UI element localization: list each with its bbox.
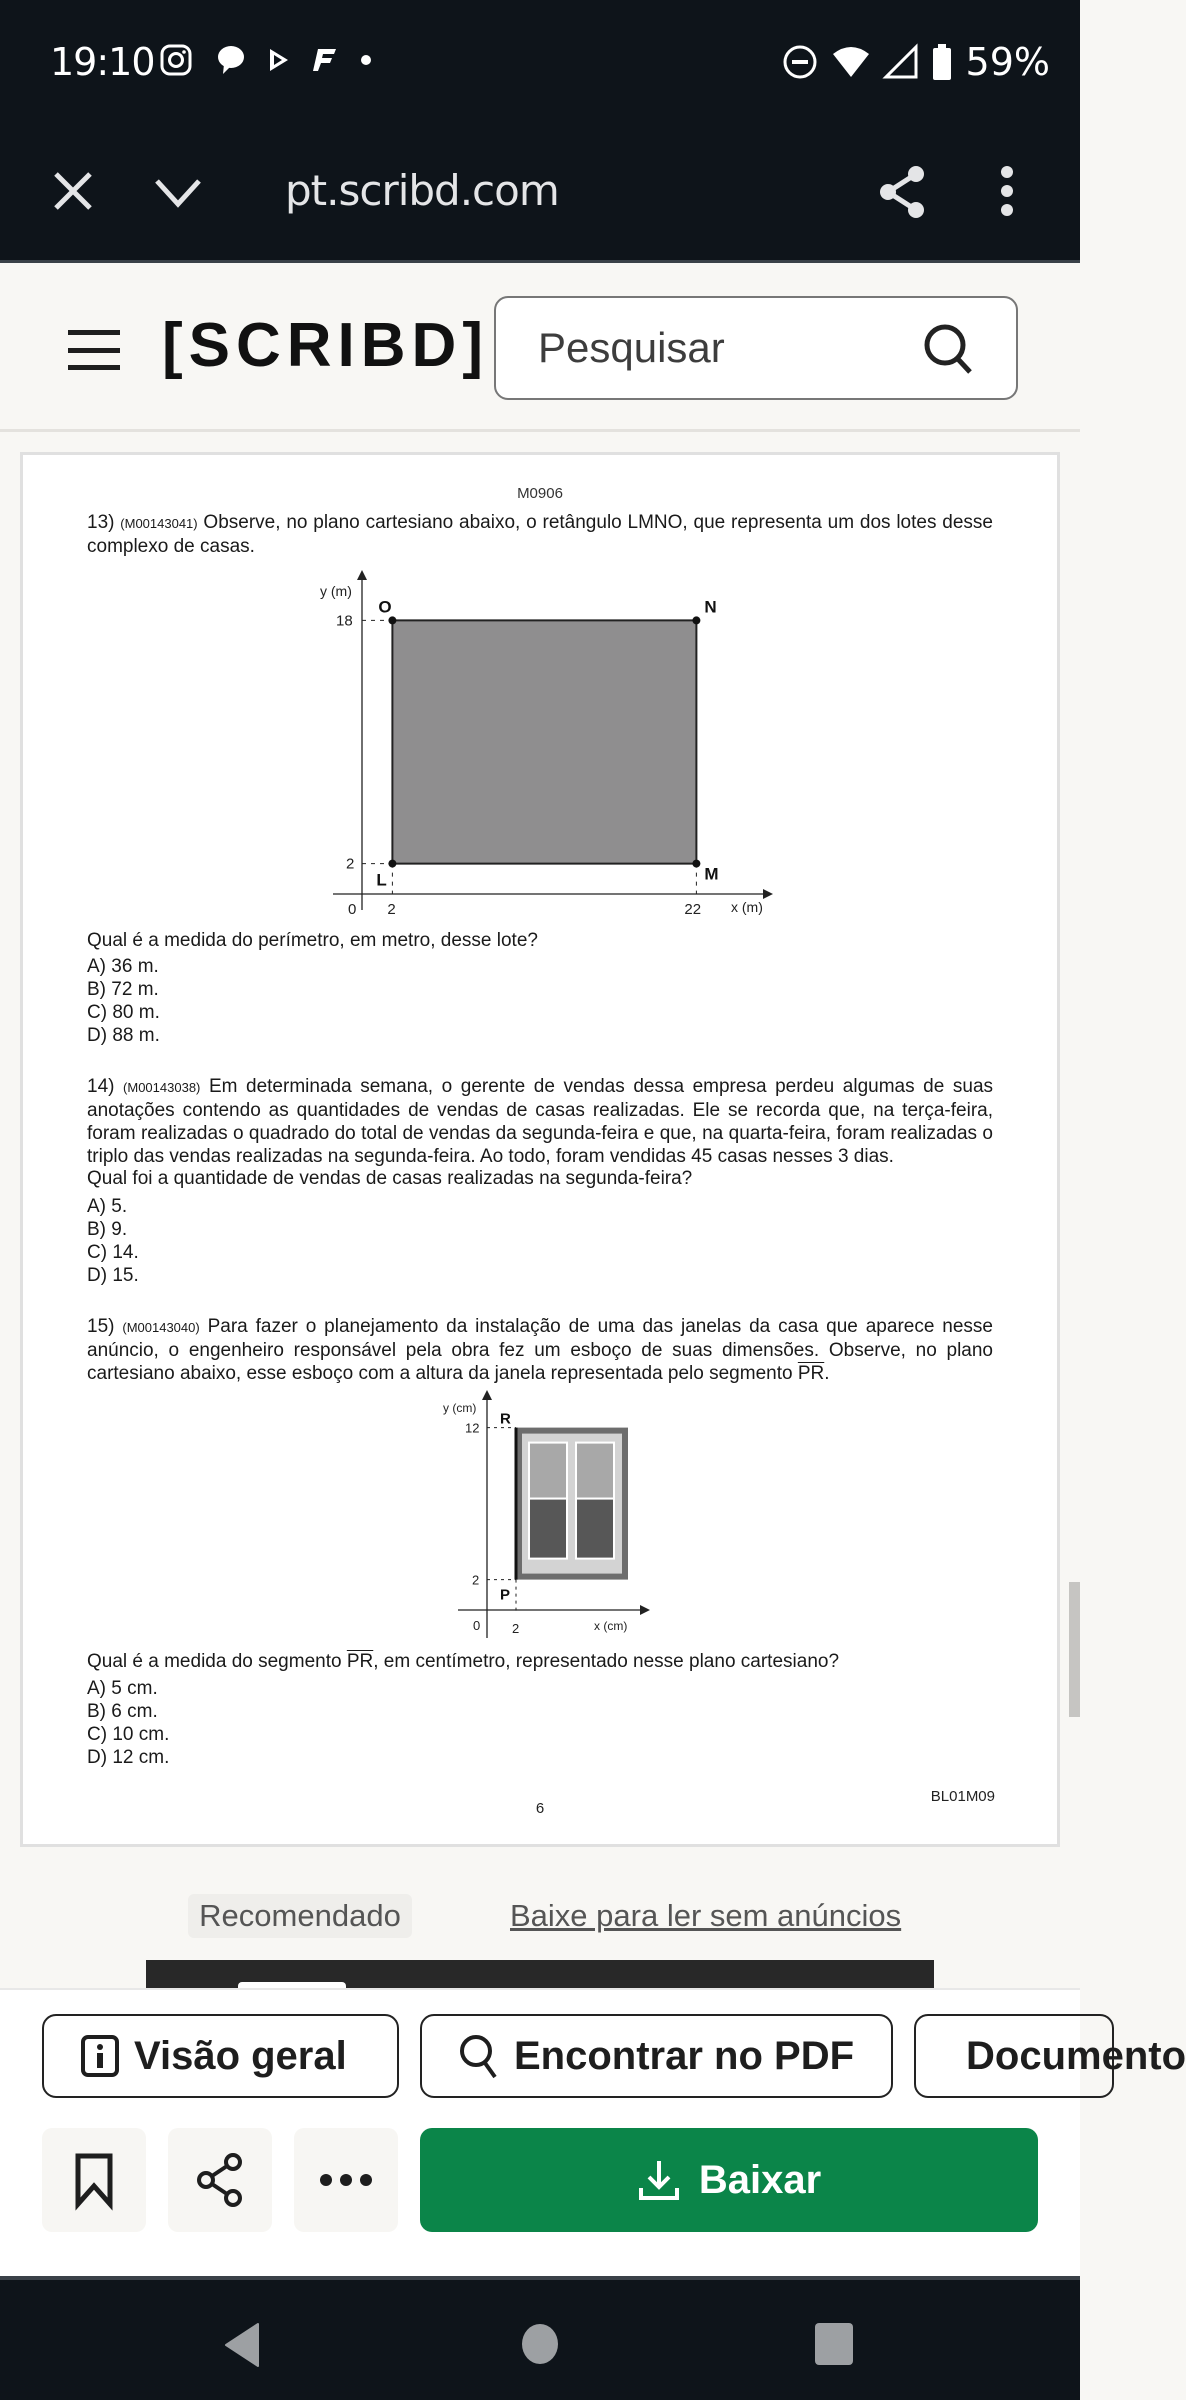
document-button[interactable]: Documento	[914, 2014, 1114, 2098]
y-tick-label: 2	[472, 1572, 480, 1588]
point-label: R	[500, 1410, 511, 1428]
bookmark-icon	[74, 2152, 114, 2208]
search-icon	[458, 2033, 500, 2079]
question-15-text: 15) (M00143040) Para fazer o planejamento da instalação de uma das janelas da casa que aparece nesse anúncio, o engenheiro responsável pela obra fez um esboço de suas dimensões. Observe, no plano cartesiano abaixo, esse esboço com a altura da janela representada pelo segmento $\overline{PR}$.	[87, 1316, 993, 1384]
signal-icon	[884, 45, 918, 79]
wifi-icon	[832, 46, 870, 78]
bookmark-button[interactable]	[42, 2128, 146, 2232]
question-15-prompt: Qual é a medida do segmento $\overline{PR}$, em centímetro, representado nesse plano cartesiano?	[87, 1651, 840, 1672]
ad-banner[interactable]	[146, 1960, 934, 1990]
recommend-row	[0, 1894, 1080, 1954]
search-input[interactable]	[494, 296, 1018, 400]
figure-window-sketch	[428, 1390, 668, 1640]
option: C) 80 m.	[87, 1002, 160, 1023]
option: D) 12 cm.	[87, 1747, 170, 1768]
y-axis-label: y (m)	[320, 583, 352, 599]
y-tick-label: 18	[336, 612, 353, 630]
browser-toolbar	[0, 128, 1080, 263]
chat-bubble-icon	[214, 44, 246, 76]
x-axis-arrow	[763, 889, 773, 899]
url-text[interactable]: pt.scribd.com	[285, 166, 559, 215]
page-code: M0906	[517, 485, 563, 502]
point-label: M	[704, 864, 719, 884]
page-number: 6	[535, 1800, 545, 1817]
x-axis-label: x (m)	[731, 899, 763, 915]
option: D) 88 m.	[87, 1025, 160, 1046]
find-in-pdf-button[interactable]: Encontrar no PDF	[420, 2014, 893, 2098]
y-axis-label: y (cm)	[443, 1401, 477, 1415]
more-options-button[interactable]	[294, 2128, 398, 2232]
site-header	[0, 266, 1080, 432]
window-pane-bottom	[529, 1499, 567, 1559]
point-o	[388, 616, 396, 624]
window-pane-top	[529, 1443, 567, 1499]
search-icon[interactable]	[922, 322, 976, 376]
option: B) 6 cm.	[87, 1701, 158, 1722]
option: C) 10 cm.	[87, 1724, 170, 1745]
footer-code: BL01M09	[930, 1788, 995, 1805]
point-n	[692, 616, 700, 624]
y-tick-label: 12	[465, 1420, 480, 1436]
more-horiz-icon	[319, 2173, 373, 2187]
do-not-disturb-icon	[782, 44, 818, 80]
point-label: P	[500, 1586, 511, 1604]
point-label: L	[376, 870, 387, 890]
figure-rectangle-lmno	[303, 570, 783, 920]
window-pane-bottom	[576, 1499, 614, 1559]
home-nav-icon[interactable]	[520, 2322, 560, 2366]
question-15-options	[87, 1677, 169, 1769]
overview-button[interactable]: Visão geral	[42, 2014, 399, 2098]
question-14-options	[87, 1195, 139, 1287]
info-icon	[80, 2034, 120, 2078]
window-pane-top	[576, 1443, 614, 1499]
close-icon[interactable]	[52, 170, 94, 212]
point-l	[388, 860, 396, 868]
system-navigation-bar	[0, 2276, 1080, 2400]
scrollbar-thumb[interactable]	[1069, 1582, 1080, 1717]
download-icon	[637, 2158, 681, 2202]
option: C) 14.	[87, 1242, 139, 1263]
status-bar	[0, 0, 1080, 128]
bottom-action-bar	[0, 1988, 1186, 2276]
x-tick-label: 22	[684, 901, 702, 918]
share-icon	[195, 2152, 245, 2208]
dot-icon	[360, 54, 372, 66]
question-14-prompt: Qual foi a quantidade de vendas de casas realizadas na segunda-feira?	[87, 1168, 693, 1189]
origin-label: 0	[473, 1618, 481, 1633]
question-13-options	[87, 955, 160, 1047]
option: A) 36 m.	[87, 956, 159, 977]
battery-icon	[932, 44, 952, 80]
battery-percent: 59%	[965, 40, 1050, 84]
play-store-icon	[268, 47, 290, 73]
download-button[interactable]: Baixar	[420, 2128, 1038, 2232]
status-time: 19:10	[50, 40, 155, 84]
f-app-icon	[312, 47, 338, 73]
x-axis-arrow	[640, 1605, 650, 1615]
x-axis-label: x (cm)	[594, 1619, 628, 1633]
option: A) 5 cm.	[87, 1678, 158, 1699]
scribd-logo[interactable]: [SCRIBD]	[162, 311, 489, 380]
more-vert-icon[interactable]	[998, 166, 1016, 216]
y-axis-arrow	[357, 570, 367, 580]
recommended-chip[interactable]: Recomendado	[188, 1894, 412, 1938]
rectangle-lmno	[392, 620, 696, 863]
option: A) 5.	[87, 1196, 128, 1217]
option: B) 9.	[87, 1219, 128, 1240]
chevron-down-icon[interactable]	[154, 178, 202, 208]
hamburger-menu-icon[interactable]	[68, 330, 120, 370]
search-placeholder: Pesquisar	[538, 324, 725, 371]
question-13-text: 13) (M00143041) Observe, no plano cartesiano abaixo, o retângulo LMNO, que representa um dos lotes desse complexo de casas.	[87, 512, 993, 557]
question-14-text: 14) (M00143038) Em determinada semana, o gerente de vendas dessa empresa perdeu algumas de suas anotações contendo as quantidades de vendas de casas realizadas. Ele se recorda que, na terça-feira, foram realizadas o quadrado do total de vendas da segunda-feira e que, na quarta-feira, foram realizadas o triplo das vendas realizadas na segunda-feira. Ao todo, foram vendidas 45 casas nesses 3 dias.	[87, 1076, 994, 1167]
download-no-ads-link[interactable]: Baixe para ler sem anúncios	[510, 1898, 902, 1933]
x-tick-label: 2	[387, 901, 396, 918]
share-icon[interactable]	[876, 164, 928, 220]
point-label: N	[704, 597, 717, 617]
y-tick-label: 2	[346, 855, 355, 873]
instagram-icon	[160, 44, 192, 76]
back-nav-icon[interactable]	[222, 2322, 262, 2368]
point-m	[692, 860, 700, 868]
origin-label: 0	[348, 901, 357, 918]
document-viewer[interactable]	[0, 432, 1080, 1987]
option: B) 72 m.	[87, 979, 159, 1000]
x-tick-label: 2	[512, 1621, 520, 1636]
question-13-prompt: Qual é a medida do perímetro, em metro, desse lote?	[87, 930, 538, 951]
y-axis-arrow	[482, 1390, 492, 1400]
recents-nav-icon[interactable]	[814, 2322, 854, 2366]
point-label: O	[378, 597, 392, 617]
option: D) 15.	[87, 1265, 139, 1286]
document-page	[20, 452, 1060, 1847]
share-button[interactable]	[168, 2128, 272, 2232]
